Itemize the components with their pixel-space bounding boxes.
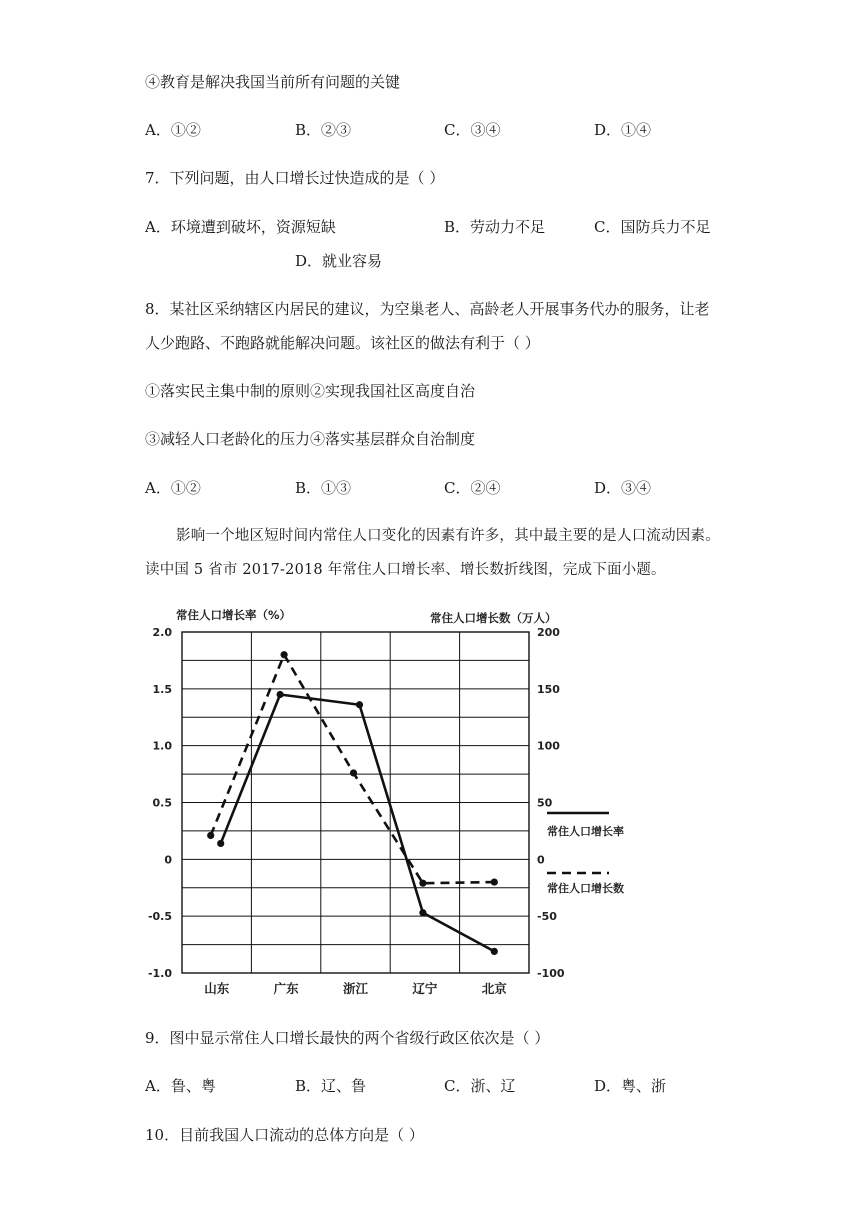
left-axis-title: 常住人口增长率（%）: [176, 608, 292, 622]
category-label: 北京: [481, 981, 507, 996]
q9-option-b: B．辽、鲁: [295, 1077, 367, 1095]
series-line-growth-rate: [221, 695, 495, 952]
q10-stem: 10．目前我国人口流动的总体方向是（ ）: [145, 1126, 424, 1144]
q6-option-c: C．③④: [444, 121, 501, 139]
point-growth-count: [350, 769, 357, 776]
q7-option-d: D．就业容易: [295, 252, 383, 270]
chart-grid: [182, 632, 529, 973]
left-tick-label: -0.5: [147, 910, 172, 924]
intro-line2: 读中国 5 省市 2017-2018 年常住人口增长率、增长数折线图，完成下面小题。: [145, 562, 666, 578]
q8-option-a: A．①②: [145, 479, 201, 497]
intro-line1: 影响一个地区短时间内常住人口变化的因素有许多，其中最主要的是人口流动因素。: [176, 528, 720, 544]
category-label: 浙江: [342, 981, 369, 996]
legend-growth-rate: 常住人口增长率: [547, 825, 624, 838]
category-label: 山东: [204, 981, 230, 996]
q9-option-d: D．粤、浙: [594, 1077, 667, 1095]
right-tick-label: 50: [537, 796, 553, 810]
right-tick-label: 0: [537, 853, 545, 867]
left-tick-label: 0.5: [152, 796, 172, 810]
category-label: 辽宁: [412, 981, 438, 996]
point-growth-rate: [491, 948, 498, 955]
q9-option-a: A．鲁、粤: [145, 1077, 216, 1095]
left-tick-label: 1.0: [152, 739, 172, 753]
q9-stem: 9．图中显示常住人口增长最快的两个省级行政区依次是（ ）: [145, 1029, 550, 1047]
q8-stem-line2: 人少跑路、不跑路就能解决问题。该社区的做法有利于（ ）: [145, 334, 540, 352]
right-tick-label: 200: [537, 626, 560, 639]
left-tick-label: 1.5: [152, 682, 172, 696]
point-growth-rate: [217, 840, 224, 847]
point-growth-rate: [419, 909, 426, 916]
q9-option-c: C．浙、辽: [444, 1077, 516, 1095]
q7-stem: 7．下列问题，由人口增长过快造成的是（ ）: [145, 169, 445, 187]
point-growth-rate: [277, 691, 284, 698]
q6-item4: ④教育是解决我国当前所有问题的关键: [145, 73, 401, 91]
point-growth-count: [491, 878, 498, 885]
right-tick-label: 100: [537, 739, 560, 753]
point-growth-count: [281, 651, 288, 658]
left-tick-label: -1.0: [147, 967, 172, 980]
q6-option-d: D．①④: [594, 121, 652, 139]
q7-option-c: C．国防兵力不足: [594, 218, 711, 236]
q8-option-c: C．②④: [444, 479, 501, 497]
q8-option-b: B．①③: [295, 479, 352, 497]
q6-option-a: A．①②: [145, 121, 201, 139]
q8-items-line2: ③减轻人口老龄化的压力④落实基层群众自治制度: [145, 430, 476, 448]
chart-svg: [140, 600, 700, 1000]
q8-option-d: D．③④: [594, 479, 652, 497]
population-growth-chart: [140, 600, 700, 1000]
right-tick-label: 150: [537, 682, 560, 696]
left-tick-label: 2.0: [152, 626, 172, 639]
q6-option-b: B．②③: [295, 121, 352, 139]
left-tick-label: 0: [164, 853, 172, 867]
point-growth-count: [207, 832, 214, 839]
q8-items-line1: ①落实民主集中制的原则②实现我国社区高度自治: [145, 382, 476, 400]
point-growth-rate: [356, 701, 363, 708]
legend-growth-count: 常住人口增长数: [547, 882, 624, 895]
point-growth-count: [419, 880, 426, 887]
q7-option-b: B．劳动力不足: [444, 218, 546, 236]
chart-series: [207, 651, 498, 955]
q7-option-a: A．环境遭到破坏，资源短缺: [145, 218, 336, 236]
category-label: 广东: [273, 981, 299, 996]
right-tick-label: -100: [537, 967, 565, 980]
q8-stem-line1: 8．某社区采纳辖区内居民的建议，为空巢老人、高龄老人开展事务代办的服务，让老: [145, 300, 710, 318]
right-axis-title: 常住人口增长数（万人）: [430, 611, 557, 625]
right-tick-label: -50: [537, 910, 557, 924]
